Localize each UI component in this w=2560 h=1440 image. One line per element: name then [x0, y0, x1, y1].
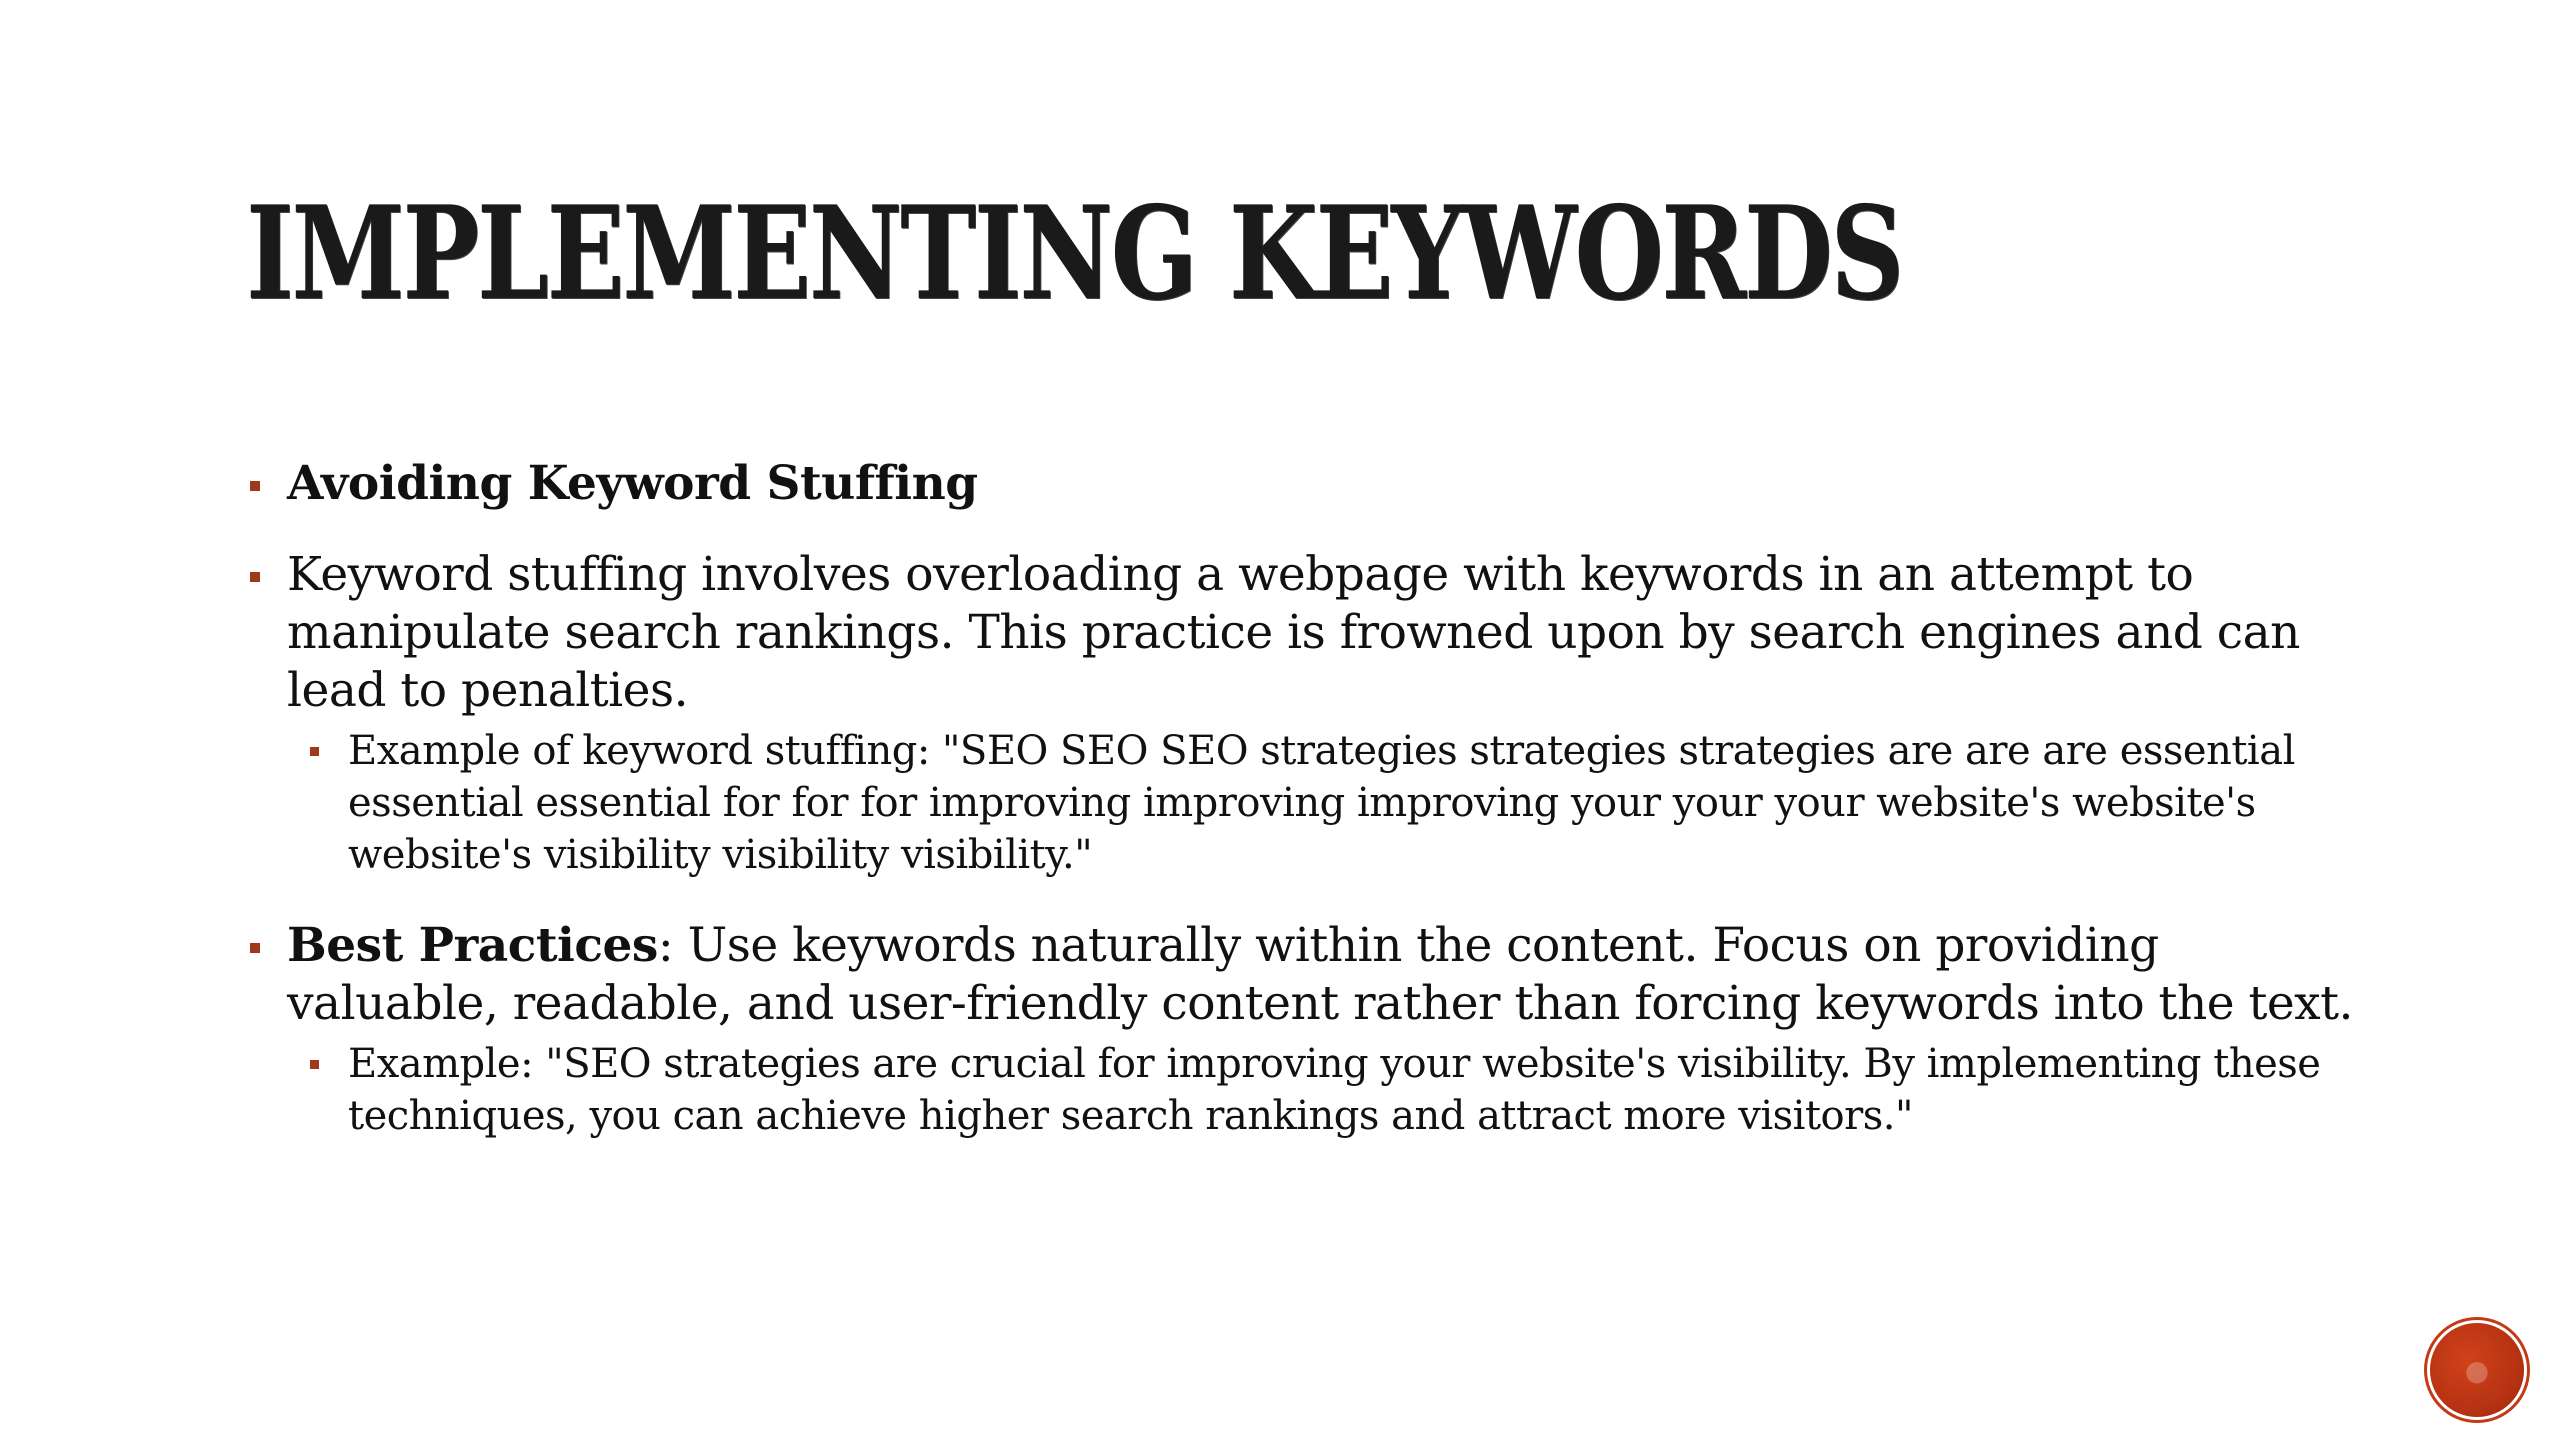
sub-bullet-best-example: [346, 1038, 2366, 1142]
sub-bullet-text: Example of keyword stuffing: "SEO SEO SEO strategies strategies strategies are are are essential essential essential for for for improving improving improving your your your website's website's website's visibility visibility visibility.": [348, 728, 2295, 878]
bullet-keyword-stuffing: [246, 546, 2366, 720]
circle-nav-icon: ●: [2464, 1353, 2490, 1387]
slide-title: IMPLEMENTING KEYWORDS: [246, 179, 1902, 329]
bullet-marker: [250, 943, 260, 953]
sub-bullet-stuffing-example: [346, 725, 2366, 881]
sub-bullet-marker: [310, 747, 319, 756]
sub-bullet-marker: [310, 1060, 319, 1069]
bullet-best-practices: [246, 917, 2366, 1033]
slide-content: [246, 455, 2366, 1142]
bullet-marker: [250, 572, 260, 582]
bullet-heading: Avoiding Keyword Stuffing: [287, 456, 978, 511]
bullet-text: Keyword stuffing involves overloading a webpage with keywords in an attempt to manipulate search rankings. This practice is frowned upon by search engines and can lead to penalties.: [287, 547, 2300, 718]
slide-nav-button[interactable]: [2430, 1323, 2524, 1417]
bullet-avoiding-stuffing: [246, 455, 2366, 513]
bullet-text: : Use keywords naturally within the content. Focus on providing valuable, readable, and user-friendly content rather than forcing keywords into the text.: [287, 918, 2354, 1031]
bullet-heading: Best Practices: [287, 918, 658, 973]
bullet-marker: [250, 481, 260, 491]
sub-bullet-text: Example: "SEO strategies are crucial for improving your website's visibility. By implementing these techniques, you can achieve higher search rankings and attract more visitors.": [348, 1041, 2321, 1139]
